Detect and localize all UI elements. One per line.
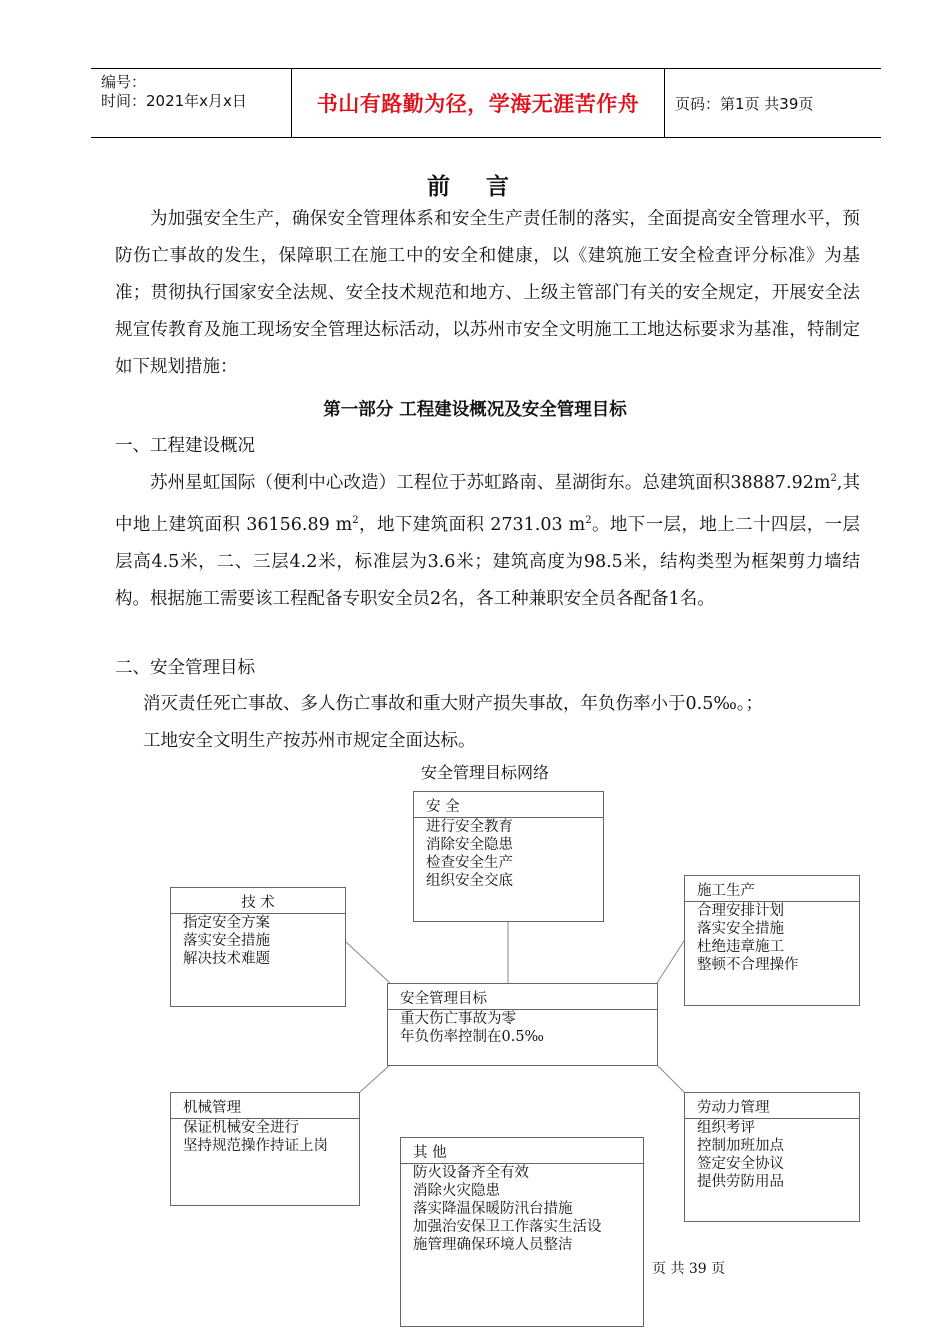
intro-paragraph: 为加强安全生产，确保安全管理体系和安全生产责任制的落实，全面提高安全管理水平，预防伤亡事故的发生，保障职工在施工中的安全和健康，以《建筑施工安全检查评分标准》为基准；贯彻执行国家安全法规、安全技术规范和地方、上级主管部门有关的安全规定，开展安全法规宣传教育及施工现场安全管理达标活动，以苏州市安全文明施工工地达标要求为基准，特制定如下规划措施：: [115, 209, 860, 377]
sup-2: 2: [352, 514, 359, 526]
labor-title: 劳动力管理: [697, 1100, 770, 1116]
sup-1: 2: [830, 473, 837, 484]
goal-2: 工地安全文明生产按苏州市规定全面达标。: [143, 731, 476, 751]
labor-box: [684, 1092, 860, 1222]
sec1-text-d: 。地下一层，地上二十四层，一层层高4.5米，二、三层4.2米，标准层为3.6米；建筑高度为98.5米，结构类型为框架剪力墙结构。根据施工需要该工程配备专职安全员2名，各工种兼职安全员各配备1名。: [115, 514, 860, 609]
center-item: 年负伤率控制在0.5‰: [400, 1029, 545, 1045]
safety-item: 检查安全生产: [426, 855, 513, 871]
other-item: 消除火灾隐患: [413, 1183, 500, 1199]
code-label: 编号：: [101, 73, 147, 91]
safety-item: 组织安全交底: [426, 873, 513, 889]
sec1-text-a: 苏州星虹国际（便利中心改造）工程位于苏虹路南、星湖街东。总建筑面积38887.92m: [150, 472, 831, 493]
machine-item: 坚持规范操作持证上岗: [183, 1138, 328, 1154]
center-title: 安全管理目标: [400, 991, 487, 1007]
machine-item: 保证机械安全进行: [183, 1120, 299, 1136]
section2-title: 二、安全管理目标: [115, 658, 255, 678]
safety-item: 消除安全隐患: [426, 837, 513, 853]
safety-title: 安 全: [426, 799, 460, 815]
other-item: 加强治安保卫工作落实生活设: [413, 1219, 602, 1235]
other-item: 防火设备齐全有效: [413, 1165, 529, 1181]
center-goal-box: [387, 983, 658, 1066]
technology-box: [170, 887, 346, 1007]
sup-3: 2: [585, 514, 592, 526]
tech-title: 技 术: [241, 895, 275, 911]
construction-title: 施工生产: [697, 883, 755, 899]
header-motto: 书山有路勤为径，学海无涯苦作舟: [292, 69, 665, 137]
page-number: 页码：第1页 共39页: [675, 94, 814, 113]
page-footer: 页 共 39 页: [652, 1261, 726, 1277]
time-label: 时间：2021年x月x日: [101, 92, 247, 110]
part1-heading: 第一部分 工程建设概况及安全管理目标: [323, 400, 627, 420]
goal-1: 消灭责任死亡事故、多人伤亡事故和重大财产损失事故，年负伤率小于0.5‰。；: [143, 694, 764, 714]
sec1-text-b: ,其中地上建筑面积 36156.89 m: [115, 472, 860, 535]
other-item: 施管理确保环境人员整洁: [413, 1237, 573, 1253]
machine-box: [170, 1092, 360, 1206]
safety-item: 进行安全教育: [426, 819, 513, 835]
network-title: 安全管理目标网络: [420, 763, 549, 782]
construction-item: 落实安全措施: [697, 921, 784, 937]
labor-item: 组织考评: [697, 1120, 755, 1136]
center-item: 重大伤亡事故为零: [400, 1011, 516, 1027]
tech-item: 落实安全措施: [183, 933, 270, 949]
other-item: 落实降温保暖防汛台措施: [413, 1201, 573, 1217]
construction-box: [684, 875, 860, 1006]
other-box: [400, 1137, 644, 1327]
labor-item: 控制加班加点: [697, 1138, 784, 1154]
labor-item: 提供劳防用品: [697, 1174, 784, 1190]
machine-title: 机械管理: [183, 1100, 241, 1116]
construction-item: 整顿不合理操作: [697, 957, 799, 973]
labor-item: 签定安全协议: [697, 1156, 784, 1172]
safety-box: [413, 791, 604, 922]
construction-item: 杜绝违章施工: [697, 939, 784, 955]
document-title: 前 言: [426, 173, 523, 200]
section1-title: 一、工程建设概况: [115, 436, 255, 456]
construction-item: 合理安排计划: [697, 903, 784, 919]
sec1-text-c: ，地下建筑面积 2731.03 m: [358, 514, 586, 535]
other-title: 其 他: [413, 1145, 447, 1161]
tech-item: 指定安全方案: [183, 915, 270, 931]
tech-item: 解决技术难题: [183, 951, 270, 967]
